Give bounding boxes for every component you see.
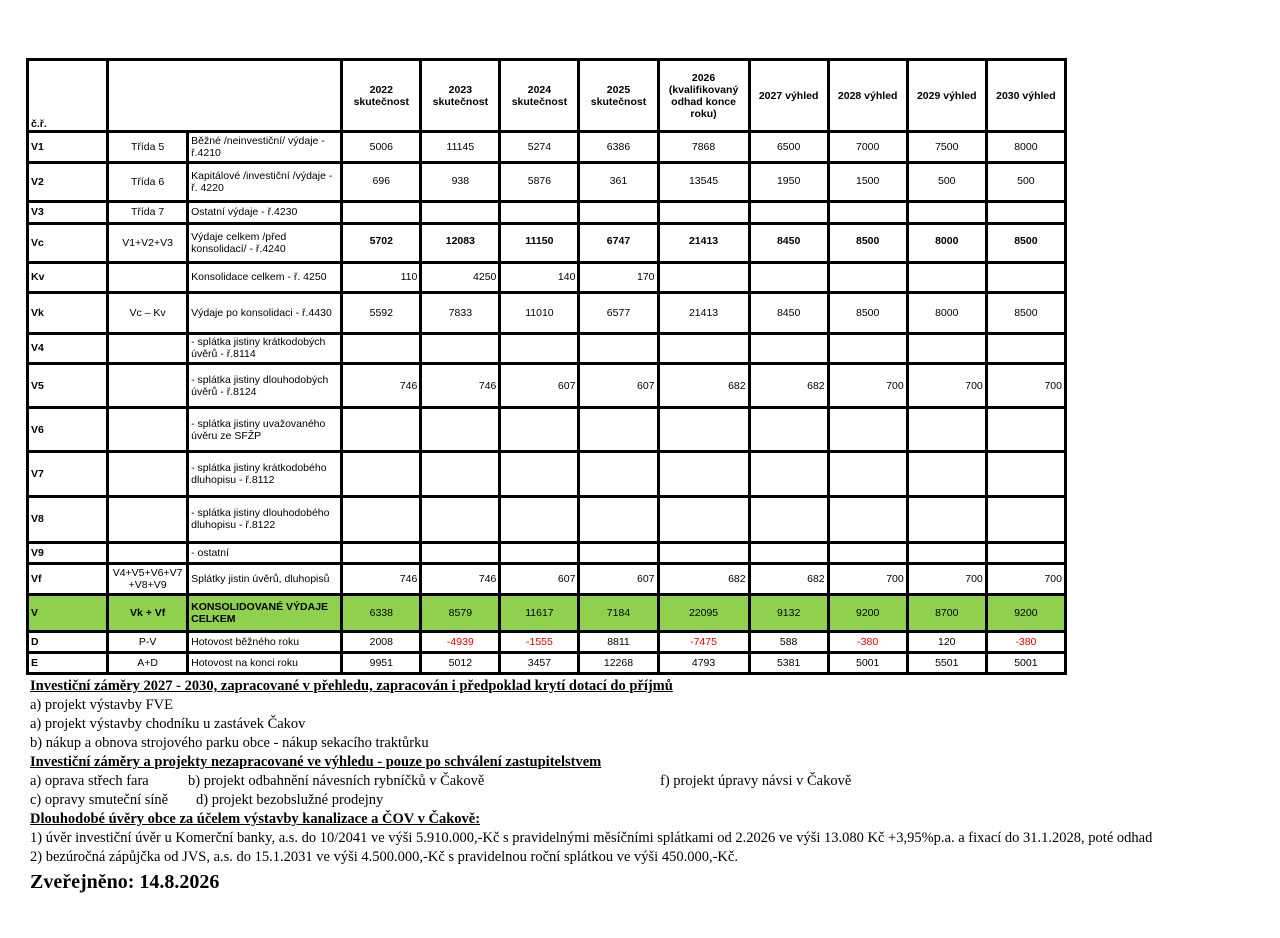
- row-group: [108, 363, 188, 407]
- value-cell: [749, 408, 828, 452]
- value-cell: [986, 497, 1065, 542]
- value-cell: [828, 542, 907, 563]
- value-cell: 22095: [658, 594, 749, 631]
- value-cell: [828, 497, 907, 542]
- value-cell: [421, 542, 500, 563]
- header-row: [28, 60, 1066, 132]
- value-cell: [342, 202, 421, 223]
- value-cell: 5001: [986, 652, 1065, 673]
- value-cell: 8811: [579, 631, 658, 652]
- value-cell: 11150: [500, 223, 579, 262]
- value-cell: [579, 497, 658, 542]
- value-cell: [749, 333, 828, 363]
- value-cell: 700: [828, 563, 907, 594]
- value-cell: [907, 202, 986, 223]
- row-description: - splátka jistiny dlouhodobého dluhopisu - ř.8122: [188, 497, 342, 542]
- value-cell: [907, 333, 986, 363]
- table-row: [28, 594, 1066, 631]
- value-cell: [907, 262, 986, 292]
- value-cell: 6338: [342, 594, 421, 631]
- table-row: [28, 452, 1066, 497]
- table-row: [28, 631, 1066, 652]
- value-cell: 9132: [749, 594, 828, 631]
- value-cell: [579, 452, 658, 497]
- row-description: - splátka jistiny dlouhodobých úvěrů - ř.8124: [188, 363, 342, 407]
- row-code: V8: [28, 497, 108, 542]
- row-code: V5: [28, 363, 108, 407]
- value-cell: 5876: [500, 163, 579, 202]
- value-cell: [658, 262, 749, 292]
- header-year: 2028 výhled: [828, 60, 907, 132]
- value-cell: 6577: [579, 292, 658, 333]
- value-cell: 110: [342, 262, 421, 292]
- value-cell: [421, 202, 500, 223]
- value-cell: 7000: [828, 132, 907, 163]
- row-description: Výdaje celkem /před konsolidací/ - ř.4240: [188, 223, 342, 262]
- row-group: Vk + Vf: [108, 594, 188, 631]
- row-description: - splátka jistiny uvažovaného úvěru ze SFŽP: [188, 408, 342, 452]
- table-row: [28, 408, 1066, 452]
- budget-table: [26, 58, 1067, 675]
- header-year: 2027 výhled: [749, 60, 828, 132]
- value-cell: [658, 452, 749, 497]
- value-cell: 607: [579, 563, 658, 594]
- value-cell: [907, 497, 986, 542]
- value-cell: 682: [658, 363, 749, 407]
- value-cell: [828, 452, 907, 497]
- row-code: V3: [28, 202, 108, 223]
- note-item: b) projekt odbahnění návesních rybníčků v Čakově: [188, 773, 485, 789]
- value-cell: [421, 452, 500, 497]
- value-cell: [828, 333, 907, 363]
- value-cell: [421, 497, 500, 542]
- row-group: [108, 333, 188, 363]
- note-line: [30, 772, 1280, 791]
- note-item: a) oprava střech fara: [30, 773, 149, 789]
- value-cell: 938: [421, 163, 500, 202]
- row-description: Ostatní výdaje - ř.4230: [188, 202, 342, 223]
- value-cell: 4793: [658, 652, 749, 673]
- table-row: [28, 497, 1066, 542]
- row-code: E: [28, 652, 108, 673]
- value-cell: 361: [579, 163, 658, 202]
- value-cell: [986, 202, 1065, 223]
- value-cell: [500, 452, 579, 497]
- row-description: Hotovost na konci roku: [188, 652, 342, 673]
- row-group: Třída 7: [108, 202, 188, 223]
- row-code: D: [28, 631, 108, 652]
- row-group: P-V: [108, 631, 188, 652]
- row-code: V7: [28, 452, 108, 497]
- value-cell: [986, 408, 1065, 452]
- note-heading-1: Investiční záměry 2027 - 2030, zapracované v přehledu, zapracován i předpoklad krytí dotací do příjmů: [30, 678, 673, 694]
- table-row: [28, 363, 1066, 407]
- value-cell: 170: [579, 262, 658, 292]
- note-line: 1) úvěr investiční úvěr u Komerční banky, a.s. do 10/2041 ve výši 5.910.000,-Kč s pravidelnými měsíčními splátkami od 2.2026 ve výši 13.080 Kč +3,95%p.a. a fixací do 31.1.2028, poté odhad: [30, 830, 1153, 846]
- value-cell: -380: [986, 631, 1065, 652]
- value-cell: 500: [907, 163, 986, 202]
- value-cell: 700: [986, 363, 1065, 407]
- row-code: V1: [28, 132, 108, 163]
- value-cell: [421, 408, 500, 452]
- value-cell: [986, 542, 1065, 563]
- value-cell: 4250: [421, 262, 500, 292]
- value-cell: 6747: [579, 223, 658, 262]
- row-description: Hotovost běžného roku: [188, 631, 342, 652]
- row-description: - splátka jistiny krátkodobých úvěrů - ř.8114: [188, 333, 342, 363]
- table-row: [28, 542, 1066, 563]
- value-cell: [749, 542, 828, 563]
- value-cell: [658, 202, 749, 223]
- row-code: Vk: [28, 292, 108, 333]
- value-cell: 1500: [828, 163, 907, 202]
- value-cell: [342, 542, 421, 563]
- value-cell: 12268: [579, 652, 658, 673]
- row-description: Konsolidace celkem - ř. 4250: [188, 262, 342, 292]
- table-row: [28, 333, 1066, 363]
- value-cell: 9951: [342, 652, 421, 673]
- value-cell: [828, 262, 907, 292]
- row-group: V4+V5+V6+V7 +V8+V9: [108, 563, 188, 594]
- value-cell: [828, 408, 907, 452]
- row-description: Běžné /neinvestiční/ výdaje - ř.4210: [188, 132, 342, 163]
- value-cell: [579, 333, 658, 363]
- note-item: c) opravy smuteční síně: [30, 792, 169, 808]
- value-cell: [500, 333, 579, 363]
- value-cell: [342, 408, 421, 452]
- value-cell: 700: [907, 363, 986, 407]
- value-cell: 3457: [500, 652, 579, 673]
- value-cell: 21413: [658, 292, 749, 333]
- value-cell: [907, 542, 986, 563]
- note-line: a) projekt výstavby chodníku u zastávek Čakov: [30, 716, 306, 732]
- value-cell: 8000: [986, 132, 1065, 163]
- value-cell: [579, 202, 658, 223]
- value-cell: 5501: [907, 652, 986, 673]
- row-description: - ostatní: [188, 542, 342, 563]
- row-description: - splátka jistiny krátkodobého dluhopisu - ř.8112: [188, 452, 342, 497]
- value-cell: 21413: [658, 223, 749, 262]
- value-cell: 2008: [342, 631, 421, 652]
- note-line: b) nákup a obnova strojového parku obce - nákup sekacího traktůrku: [30, 735, 429, 751]
- value-cell: 8579: [421, 594, 500, 631]
- header-year: 2025 skutečnost: [579, 60, 658, 132]
- value-cell: [749, 202, 828, 223]
- table-row: [28, 163, 1066, 202]
- value-cell: 8700: [907, 594, 986, 631]
- row-group: Třída 6: [108, 163, 188, 202]
- row-description: KONSOLIDOVANÉ VÝDAJE CELKEM: [188, 594, 342, 631]
- value-cell: 8500: [986, 223, 1065, 262]
- value-cell: [986, 333, 1065, 363]
- value-cell: -7475: [658, 631, 749, 652]
- value-cell: [907, 408, 986, 452]
- header-year: 2023 skutečnost: [421, 60, 500, 132]
- row-code: V4: [28, 333, 108, 363]
- value-cell: [986, 452, 1065, 497]
- value-cell: 5012: [421, 652, 500, 673]
- value-cell: [579, 408, 658, 452]
- value-cell: [907, 452, 986, 497]
- value-cell: [500, 408, 579, 452]
- value-cell: 5592: [342, 292, 421, 333]
- note-heading-3: Dlouhodobé úvěry obce za účelem výstavby kanalizace a ČOV v Čakově:: [30, 811, 481, 827]
- value-cell: 12083: [421, 223, 500, 262]
- value-cell: [500, 497, 579, 542]
- value-cell: [658, 408, 749, 452]
- value-cell: 8000: [907, 223, 986, 262]
- row-description: Splátky jistin úvěrů, dluhopisů: [188, 563, 342, 594]
- value-cell: -4939: [421, 631, 500, 652]
- note-line: [30, 791, 1280, 810]
- value-cell: 1950: [749, 163, 828, 202]
- value-cell: 7868: [658, 132, 749, 163]
- header-year: 2026 (kvalifikovaný odhad konce roku): [658, 60, 749, 132]
- value-cell: 7500: [907, 132, 986, 163]
- value-cell: [342, 452, 421, 497]
- value-cell: 9200: [986, 594, 1065, 631]
- header-year: 2024 skutečnost: [500, 60, 579, 132]
- row-group: [108, 452, 188, 497]
- value-cell: 746: [342, 563, 421, 594]
- value-cell: 8500: [828, 292, 907, 333]
- value-cell: 7833: [421, 292, 500, 333]
- value-cell: 700: [986, 563, 1065, 594]
- note-line: 2) bezúročná zápůjčka od JVS, a.s. do 15.1.2031 ve výši 4.500.000,-Kč s pravidelnou roční splátkou ve výši 450.000,-Kč.: [30, 849, 738, 865]
- note-line: a) projekt výstavby FVE: [30, 697, 173, 713]
- value-cell: 696: [342, 163, 421, 202]
- row-description: Výdaje po konsolidaci - ř.4430: [188, 292, 342, 333]
- value-cell: 607: [500, 363, 579, 407]
- value-cell: 6500: [749, 132, 828, 163]
- value-cell: 7184: [579, 594, 658, 631]
- value-cell: [986, 262, 1065, 292]
- value-cell: 607: [579, 363, 658, 407]
- value-cell: 120: [907, 631, 986, 652]
- table-row: [28, 132, 1066, 163]
- row-group: [108, 542, 188, 563]
- value-cell: 9200: [828, 594, 907, 631]
- value-cell: [828, 202, 907, 223]
- value-cell: -380: [828, 631, 907, 652]
- value-cell: 588: [749, 631, 828, 652]
- value-cell: 8450: [749, 292, 828, 333]
- row-code: Kv: [28, 262, 108, 292]
- row-group: A+D: [108, 652, 188, 673]
- note-item: f) projekt úpravy návsi v Čakově: [660, 773, 852, 789]
- row-code: V2: [28, 163, 108, 202]
- value-cell: 746: [342, 363, 421, 407]
- value-cell: 11145: [421, 132, 500, 163]
- header-cr: č.ř.: [28, 60, 108, 132]
- row-description: Kapitálové /investiční /výdaje - ř. 4220: [188, 163, 342, 202]
- value-cell: [342, 333, 421, 363]
- value-cell: [658, 333, 749, 363]
- value-cell: [421, 333, 500, 363]
- value-cell: 11010: [500, 292, 579, 333]
- value-cell: 13545: [658, 163, 749, 202]
- value-cell: 8500: [828, 223, 907, 262]
- table-row: [28, 262, 1066, 292]
- value-cell: [579, 542, 658, 563]
- value-cell: 500: [986, 163, 1065, 202]
- value-cell: 140: [500, 262, 579, 292]
- row-group: Třída 5: [108, 132, 188, 163]
- notes-section: [30, 677, 1280, 892]
- value-cell: 700: [828, 363, 907, 407]
- value-cell: 5001: [828, 652, 907, 673]
- value-cell: 682: [749, 563, 828, 594]
- value-cell: 11617: [500, 594, 579, 631]
- value-cell: 5006: [342, 132, 421, 163]
- row-code: Vf: [28, 563, 108, 594]
- value-cell: [342, 497, 421, 542]
- value-cell: [500, 542, 579, 563]
- value-cell: -1555: [500, 631, 579, 652]
- header-year: 2029 výhled: [907, 60, 986, 132]
- note-heading-2: Investiční záměry a projekty nezapracované ve výhledu - pouze po schválení zastupitelstvem: [30, 754, 602, 770]
- value-cell: 746: [421, 363, 500, 407]
- row-group: [108, 497, 188, 542]
- table-row: [28, 202, 1066, 223]
- value-cell: 5702: [342, 223, 421, 262]
- table-row: [28, 223, 1066, 262]
- row-group: Vc – Kv: [108, 292, 188, 333]
- header-year: 2022 skutečnost: [342, 60, 421, 132]
- published-date: Zveřejněno: 14.8.2026: [30, 871, 220, 893]
- value-cell: 700: [907, 563, 986, 594]
- table-row: [28, 652, 1066, 673]
- header-blank: [108, 60, 342, 132]
- value-cell: [500, 202, 579, 223]
- value-cell: 746: [421, 563, 500, 594]
- row-group: [108, 408, 188, 452]
- value-cell: 8000: [907, 292, 986, 333]
- value-cell: 607: [500, 563, 579, 594]
- note-item: d) projekt bezobslužné prodejny: [196, 792, 384, 808]
- value-cell: 682: [749, 363, 828, 407]
- header-year: 2030 výhled: [986, 60, 1065, 132]
- value-cell: [658, 542, 749, 563]
- table-row: [28, 292, 1066, 333]
- value-cell: [749, 262, 828, 292]
- row-code: V: [28, 594, 108, 631]
- value-cell: 682: [658, 563, 749, 594]
- row-group: [108, 262, 188, 292]
- value-cell: 8450: [749, 223, 828, 262]
- row-group: V1+V2+V3: [108, 223, 188, 262]
- row-code: V9: [28, 542, 108, 563]
- row-code: Vc: [28, 223, 108, 262]
- value-cell: [658, 497, 749, 542]
- value-cell: [749, 452, 828, 497]
- value-cell: 5274: [500, 132, 579, 163]
- value-cell: 6386: [579, 132, 658, 163]
- value-cell: 8500: [986, 292, 1065, 333]
- table-row: [28, 563, 1066, 594]
- row-code: V6: [28, 408, 108, 452]
- value-cell: [749, 497, 828, 542]
- value-cell: 5381: [749, 652, 828, 673]
